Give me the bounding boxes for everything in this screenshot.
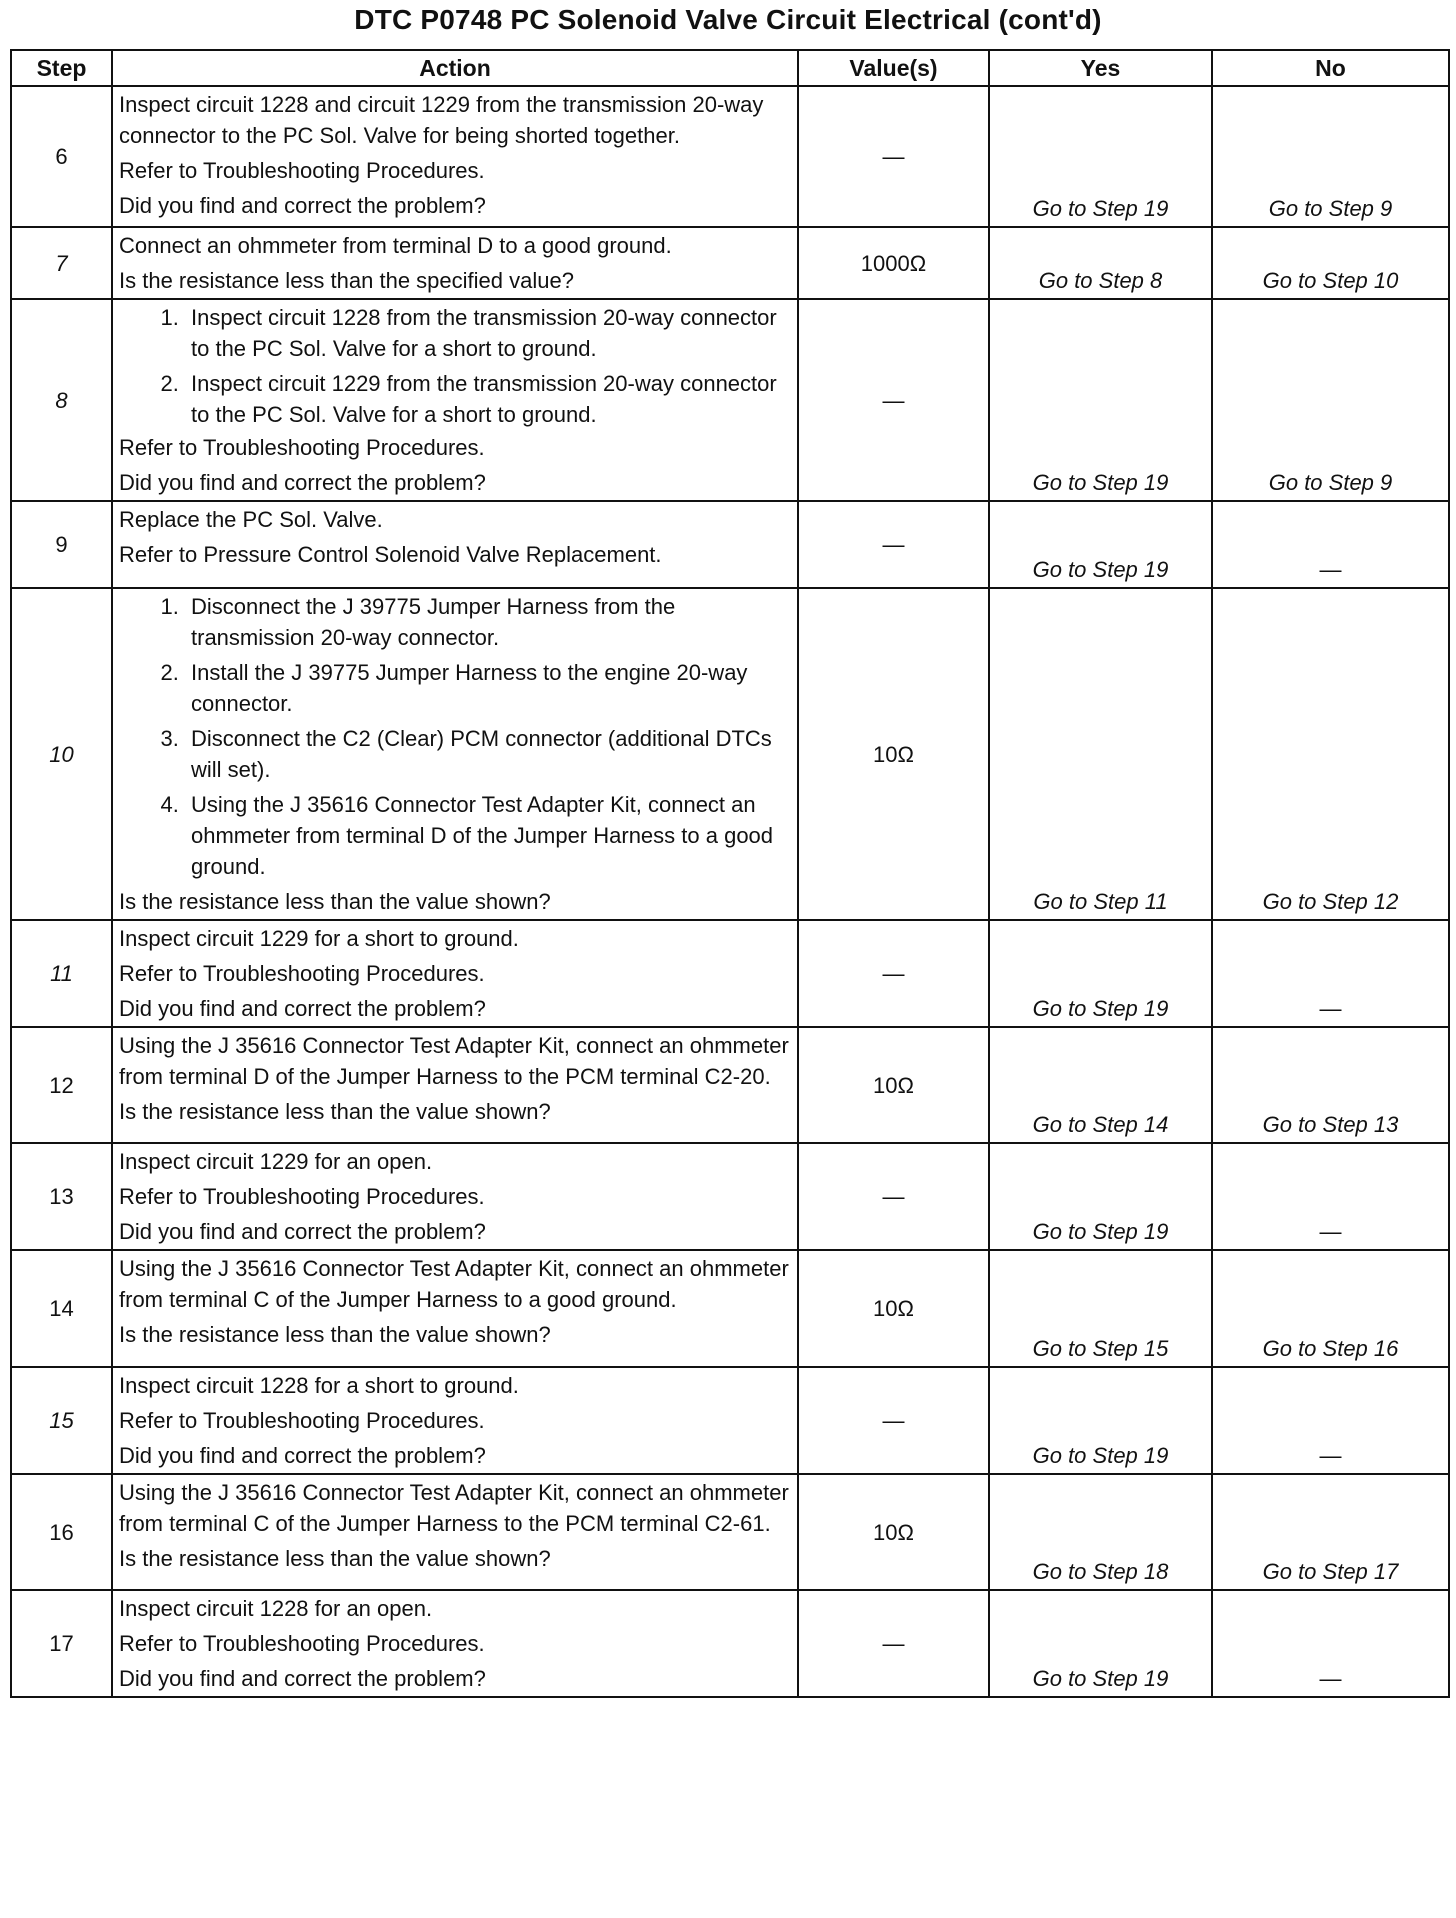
table-row (11, 1367, 1449, 1474)
yes-cell: Go to Step 19 (989, 86, 1212, 227)
value-cell: 10Ω (798, 1474, 989, 1590)
no-cell: Go to Step 17 (1212, 1474, 1449, 1590)
action-cell (112, 86, 798, 227)
step-number: 10 (11, 588, 112, 920)
header-action: Action (112, 50, 798, 86)
table-row (11, 1027, 1449, 1143)
value-cell: — (798, 1143, 989, 1250)
action-note: Refer to Troubleshooting Procedures. (119, 1184, 485, 1209)
no-cell: — (1212, 501, 1449, 588)
value-cell: — (798, 86, 989, 227)
table-row (11, 1250, 1449, 1367)
action-question: Did you find and correct the problem? (119, 193, 486, 218)
no-cell: — (1212, 1590, 1449, 1697)
table-row (11, 227, 1449, 299)
value-cell: — (798, 1367, 989, 1474)
no-cell: Go to Step 13 (1212, 1027, 1449, 1143)
table-header-row (11, 50, 1449, 86)
step-number: 8 (11, 299, 112, 501)
yes-cell: Go to Step 19 (989, 920, 1212, 1027)
action-instruction: Connect an ohmmeter from terminal D to a good ground. (119, 233, 672, 258)
value-cell: — (798, 920, 989, 1027)
yes-cell: Go to Step 15 (989, 1250, 1212, 1367)
action-cell (112, 1590, 798, 1697)
step-number: 6 (11, 86, 112, 227)
action-cell (112, 299, 798, 501)
value-cell: 10Ω (798, 1250, 989, 1367)
action-instruction: Replace the PC Sol. Valve. (119, 507, 383, 532)
action-note: Refer to Troubleshooting Procedures. (119, 158, 485, 183)
action-instruction: Inspect circuit 1228 and circuit 1229 from the transmission 20-way connector to the PC Sol. Valve for being shorted together. (119, 92, 764, 148)
action-question: Did you find and correct the problem? (119, 470, 486, 495)
action-cell (112, 588, 798, 920)
action-instruction: Inspect circuit 1229 for an open. (119, 1149, 433, 1174)
table-row (11, 1590, 1449, 1697)
table-row (11, 920, 1449, 1027)
diagnostic-table (10, 49, 1450, 1698)
no-cell: Go to Step 10 (1212, 227, 1449, 299)
action-cell (112, 920, 798, 1027)
step-number: 16 (11, 1474, 112, 1590)
value-cell: 1000Ω (798, 227, 989, 299)
header-yes: Yes (989, 50, 1212, 86)
action-step: 4. Using the J 35616 Connector Test Adapter Kit, connect an ohmmeter from terminal D of the Jumper Harness to a good ground. (185, 789, 791, 882)
action-question: Did you find and correct the problem? (119, 1443, 486, 1468)
yes-cell: Go to Step 19 (989, 1367, 1212, 1474)
step-number: 17 (11, 1590, 112, 1697)
no-cell: Go to Step 9 (1212, 86, 1449, 227)
table-row (11, 501, 1449, 588)
page-title: DTC P0748 PC Solenoid Valve Circuit Electrical (cont'd) (354, 4, 1102, 35)
step-number: 11 (11, 920, 112, 1027)
value-cell: 10Ω (798, 1027, 989, 1143)
action-note: Refer to Troubleshooting Procedures. (119, 1631, 485, 1656)
action-step: 2. Install the J 39775 Jumper Harness to the engine 20-way connector. (185, 657, 791, 719)
action-step-list (119, 591, 791, 882)
action-note: Refer to Troubleshooting Procedures. (119, 961, 485, 986)
yes-cell: Go to Step 14 (989, 1027, 1212, 1143)
action-instruction: Using the J 35616 Connector Test Adapter Kit, connect an ohmmeter from terminal D of the Jumper Harness to the PCM terminal C2-20. (119, 1033, 789, 1089)
action-question: Did you find and correct the problem? (119, 1219, 486, 1244)
step-number: 15 (11, 1367, 112, 1474)
table-row (11, 588, 1449, 920)
header-no: No (1212, 50, 1449, 86)
table-row (11, 86, 1449, 227)
yes-cell: Go to Step 11 (989, 588, 1212, 920)
no-cell: — (1212, 920, 1449, 1027)
action-question: Is the resistance less than the value shown? (119, 1322, 551, 1347)
step-number: 12 (11, 1027, 112, 1143)
yes-cell: Go to Step 19 (989, 1590, 1212, 1697)
no-cell: Go to Step 9 (1212, 299, 1449, 501)
action-question: Did you find and correct the problem? (119, 996, 486, 1021)
table-row (11, 299, 1449, 501)
action-instruction: Using the J 35616 Connector Test Adapter Kit, connect an ohmmeter from terminal C of the Jumper Harness to the PCM terminal C2-61. (119, 1480, 789, 1536)
action-question: Did you find and correct the problem? (119, 1666, 486, 1691)
yes-cell: Go to Step 19 (989, 1143, 1212, 1250)
step-number: 14 (11, 1250, 112, 1367)
action-question: Is the resistance less than the value shown? (119, 1099, 551, 1124)
table-body (11, 86, 1449, 1697)
action-question: Is the resistance less than the value shown? (119, 1546, 551, 1571)
yes-cell: Go to Step 19 (989, 299, 1212, 501)
step-number: 9 (11, 501, 112, 588)
action-cell (112, 1027, 798, 1143)
action-instruction: Inspect circuit 1229 for a short to ground. (119, 926, 519, 951)
value-cell: — (798, 501, 989, 588)
action-step: 1. Disconnect the J 39775 Jumper Harness from the transmission 20-way connector. (185, 591, 791, 653)
action-cell (112, 501, 798, 588)
step-number: 13 (11, 1143, 112, 1250)
yes-cell: Go to Step 18 (989, 1474, 1212, 1590)
table-row (11, 1474, 1449, 1590)
action-question: Is the resistance less than the specified value? (119, 268, 574, 293)
action-cell (112, 227, 798, 299)
action-step: 1. Inspect circuit 1228 from the transmission 20-way connector to the PC Sol. Valve for a short to ground. (185, 302, 791, 364)
action-cell (112, 1143, 798, 1250)
value-cell: — (798, 1590, 989, 1697)
action-step: 3. Disconnect the C2 (Clear) PCM connector (additional DTCs will set). (185, 723, 791, 785)
action-instruction: Using the J 35616 Connector Test Adapter Kit, connect an ohmmeter from terminal C of the Jumper Harness to a good ground. (119, 1256, 789, 1312)
action-note: Refer to Troubleshooting Procedures. (119, 1408, 485, 1433)
yes-cell: Go to Step 8 (989, 227, 1212, 299)
action-cell (112, 1250, 798, 1367)
action-question: Is the resistance less than the value shown? (119, 889, 551, 914)
action-note: Refer to Pressure Control Solenoid Valve Replacement. (119, 542, 662, 567)
header-value: Value(s) (798, 50, 989, 86)
value-cell: 10Ω (798, 588, 989, 920)
value-cell: — (798, 299, 989, 501)
no-cell: Go to Step 12 (1212, 588, 1449, 920)
action-step-list (119, 302, 791, 430)
action-cell (112, 1367, 798, 1474)
no-cell: Go to Step 16 (1212, 1250, 1449, 1367)
table-row (11, 1143, 1449, 1250)
action-instruction: Inspect circuit 1228 for an open. (119, 1596, 433, 1621)
no-cell: — (1212, 1143, 1449, 1250)
yes-cell: Go to Step 19 (989, 501, 1212, 588)
step-number: 7 (11, 227, 112, 299)
action-note: Refer to Troubleshooting Procedures. (119, 435, 485, 460)
action-step: 2. Inspect circuit 1229 from the transmission 20-way connector to the PC Sol. Valve for a short to ground. (185, 368, 791, 430)
action-cell (112, 1474, 798, 1590)
no-cell: — (1212, 1367, 1449, 1474)
action-instruction: Inspect circuit 1228 for a short to ground. (119, 1373, 519, 1398)
header-step: Step (11, 50, 112, 86)
